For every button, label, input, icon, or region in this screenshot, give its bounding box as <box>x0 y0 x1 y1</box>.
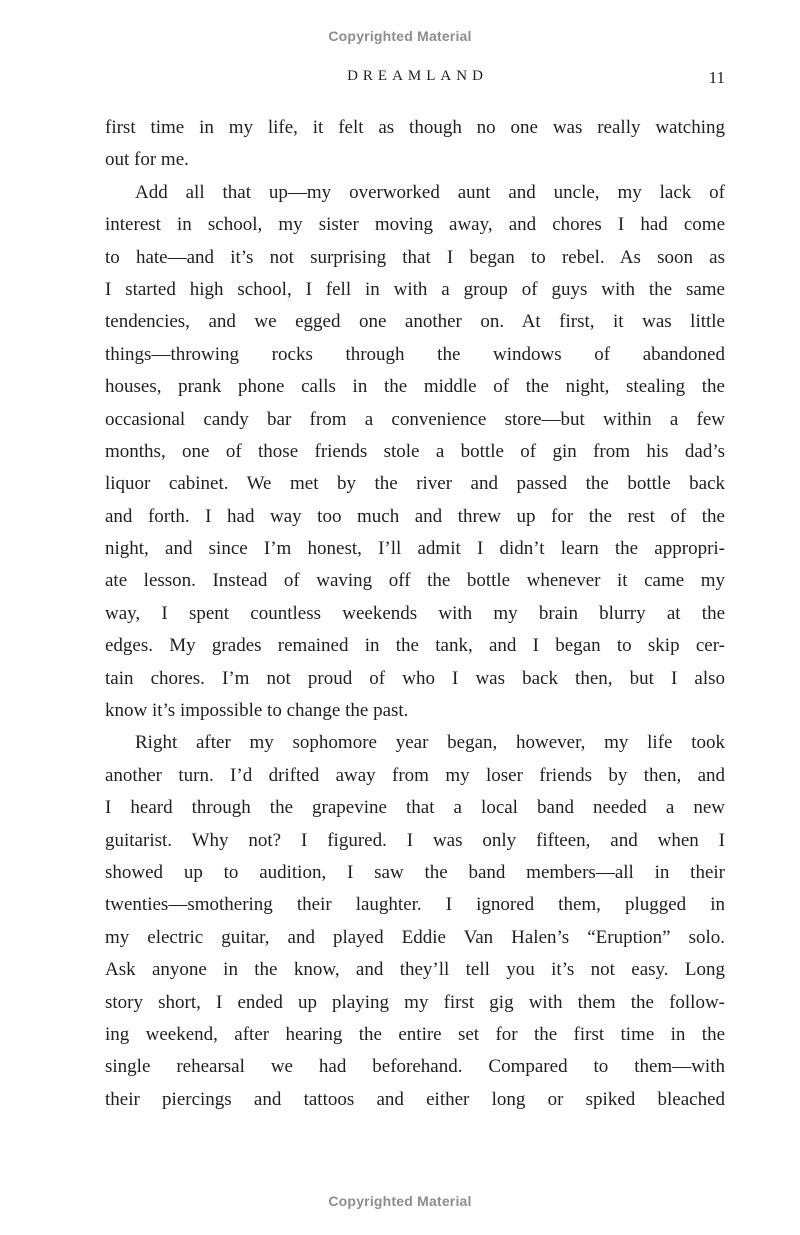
body-line: my electric guitar, and played Eddie Van Halen’s “Eruption” solo. <box>105 926 725 948</box>
body-line: and forth. I had way too much and threw up for the rest of the <box>105 505 725 527</box>
body-line: Add all that up—my overworked aunt and uncle, my lack of <box>135 181 725 203</box>
body-line: things—throwing rocks through the windows of abandoned <box>105 343 725 365</box>
body-line: their piercings and tattoos and either long or spiked bleached <box>105 1088 725 1110</box>
body-line: edges. My grades remained in the tank, and I began to skip cer- <box>105 635 725 657</box>
running-header <box>105 68 725 92</box>
body-line: showed up to audition, I saw the band members—all in their <box>105 861 725 883</box>
body-line: occasional candy bar from a convenience store—but within a few <box>105 408 725 430</box>
body-line: liquor cabinet. We met by the river and passed the bottle back <box>105 473 725 495</box>
body-line: night, and since I’m honest, I’ll admit I didn’t learn the appropri- <box>105 538 725 560</box>
body-line: Right after my sophomore year began, however, my life took <box>135 732 725 754</box>
page-number: 11 <box>708 68 725 87</box>
body-line: ate lesson. Instead of waving off the bottle whenever it came my <box>105 570 725 592</box>
book-title: DREAMLAND <box>347 68 488 84</box>
body-line: months, one of those friends stole a bottle of gin from his dad’s <box>105 440 725 462</box>
body-line: know it’s impossible to change the past. <box>105 700 409 722</box>
body-line: twenties—smothering their laughter. I ignored them, plugged in <box>105 894 725 916</box>
body-line: guitarist. Why not? I figured. I was only fifteen, and when I <box>105 829 725 851</box>
body-line: Ask anyone in the know, and they’ll tell you it’s not easy. Long <box>105 959 725 981</box>
body-line: way, I spent countless weekends with my brain blurry at the <box>105 602 725 624</box>
copyright-watermark-bottom: Copyrighted Material <box>328 1193 472 1209</box>
body-line: first time in my life, it felt as though no one was really watching <box>105 117 725 138</box>
body-line: I heard through the grapevine that a local band needed a new <box>105 797 725 819</box>
body-line: ing weekend, after hearing the entire set for the first time in the <box>105 1023 725 1045</box>
body-line: to hate—and it’s not surprising that I began to rebel. As soon as <box>105 246 725 268</box>
copyright-watermark-top: Copyrighted Material <box>328 28 472 44</box>
body-line: houses, prank phone calls in the middle of the night, stealing the <box>105 376 725 398</box>
body-line: I started high school, I fell in with a group of guys with the same <box>105 278 725 300</box>
body-text <box>105 112 725 1116</box>
body-line: another turn. I’d drifted away from my loser friends by then, and <box>105 764 725 786</box>
body-line: tain chores. I’m not proud of who I was back then, but I also <box>105 667 725 689</box>
body-line: tendencies, and we egged one another on. At first, it was little <box>105 311 725 333</box>
body-line: single rehearsal we had beforehand. Compared to them—with <box>105 1056 725 1078</box>
body-line: interest in school, my sister moving away, and chores I had come <box>105 214 725 236</box>
body-line: out for me. <box>105 149 189 171</box>
body-line: story short, I ended up playing my first gig with them the follow- <box>105 991 725 1013</box>
